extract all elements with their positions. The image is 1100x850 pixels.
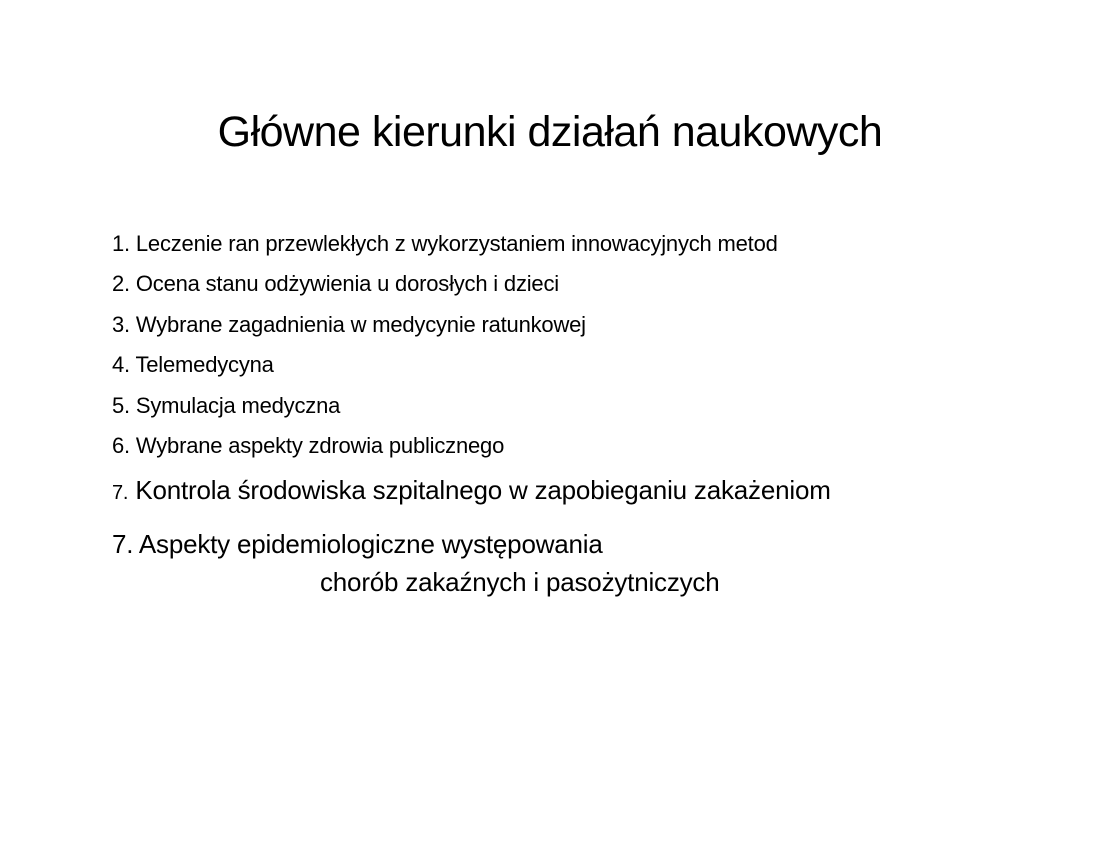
list-item-7b-number: 7.: [112, 528, 134, 559]
list-item-2: [112, 264, 1040, 305]
list-item-1-number: 1.: [112, 230, 130, 256]
list-item-7b: [112, 525, 1040, 601]
topic-list: [112, 224, 1040, 601]
list-item-3: [112, 305, 1040, 346]
list-item-2-text: Ocena stanu odżywienia u dorosłych i dzieci: [135, 271, 559, 297]
list-item-4-text: Telemedycyna: [135, 352, 274, 378]
list-item-1-text: Leczenie ran przewlekłych z wykorzystaniem innowacyjnych metod: [135, 230, 778, 256]
list-item-1: [112, 224, 1040, 265]
list-item-7a-text: Kontrola środowiska szpitalnego w zapobieganiu zakażeniom: [135, 474, 831, 505]
list-item-7a-number: 7.: [112, 481, 129, 504]
list-item-4-number: 4.: [112, 352, 130, 378]
list-item-6: [112, 426, 1040, 467]
list-item-7b-text-line2: chorób zakaźnych i pasożytniczych: [320, 566, 720, 597]
list-item-4: [112, 345, 1040, 386]
list-item-7b-text: Aspekty epidemiologiczne występowania: [138, 528, 603, 559]
list-item-3-number: 3.: [112, 311, 130, 337]
list-item-5-text: Symulacja medyczna: [135, 392, 341, 418]
slide-title: Główne kierunki działań naukowych: [217, 108, 883, 156]
list-item-2-number: 2.: [112, 271, 130, 297]
list-item-5-number: 5.: [112, 392, 130, 418]
list-item-3-text: Wybrane zagadnienia w medycynie ratunkowej: [135, 311, 586, 337]
list-item-5: [112, 386, 1040, 427]
list-item-7a: [112, 467, 1040, 516]
list-item-6-number: 6.: [112, 433, 130, 459]
list-item-6-text: Wybrane aspekty zdrowia publicznego: [135, 433, 505, 459]
